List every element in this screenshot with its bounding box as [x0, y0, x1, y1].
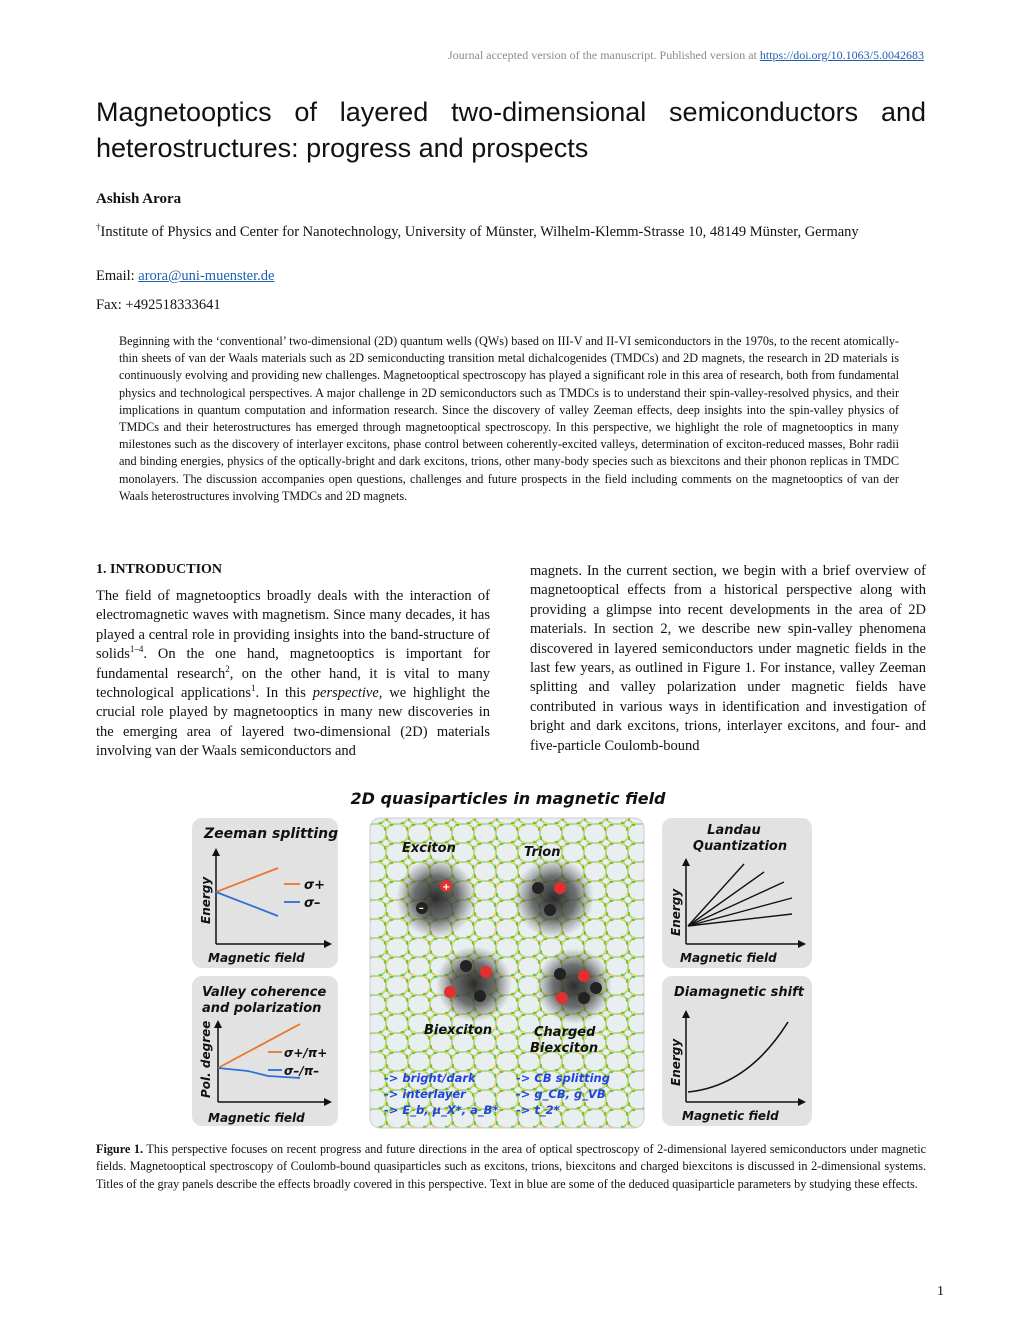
landau-title-2: Quantization: [692, 839, 788, 854]
param-left-1: -> bright/dark: [384, 1071, 476, 1085]
landau-xlabel: Magnetic field: [680, 951, 777, 965]
param-left-2: -> interlayer: [384, 1087, 466, 1101]
param-right-3: -> t_2*: [516, 1103, 560, 1117]
page-number: 1: [937, 1284, 944, 1299]
valley-title-1: Valley coherence: [202, 985, 327, 1000]
valley-legend-1: σ+/π+: [284, 1046, 328, 1060]
param-left-3: -> E_b, μ_X*, a_B*: [384, 1103, 499, 1117]
param-right-2: -> g_CB, g_VB: [516, 1087, 606, 1101]
valley-ylabel: Pol. degree: [199, 1020, 213, 1098]
author-name: Ashish Arora: [96, 191, 182, 207]
trion-cloud: [514, 858, 594, 938]
zeeman-panel: [192, 818, 338, 968]
valley-xlabel: Magnetic field: [208, 1111, 305, 1125]
label-charged: Charged: [534, 1025, 596, 1040]
affiliation: †Institute of Physics and Center for Nanotechnology, University of Münster, Wilhelm-Klemm-Strasse 10, 48149 Münster, Germany: [96, 222, 859, 240]
abstract: Beginning with the ‘conventional’ two-dimensional (2D) quantum wells (QWs) based on III-V and II-VI semiconductors in the 1970s, to the recent atomically-thin sheets of van der Waals materials such as 2D semiconducting transition metal dichalcogenides (TMDCs) and 2D magnets, the research in 2D materials is continuously evolving and providing new challenges. Magnetooptical spectroscopy has played a significant role in this area of research, both from fundamental physics and technological perspectives. A major challenge in 2D semiconductors such as TMDCs is to understand their spin-valley-resolved physics, and their implications in quantum computation and information research. Since the discovery of valley Zeeman effects, deep insights into the spin-valley physics of TMDCs and their heterostructures has emerged through magnetooptical spectroscopy. In this perspective, we highlight the role of magnetooptics in many milestones such as the discovery of interlayer excitons, phase control between coherently-excited valleys, determination of exciton-reduced masses, Bohr radii and binding energies, physics of the optically-bright and dark excitons, trions, other many-body species such as biexcitons and their phonon replicas in TMDC monolayers. The discussion accompanies open questions, challenges and future prospects in the field including comments on the magnetooptics of van der Waals heterostructures involving TMDCs and 2D magnets.: [119, 334, 899, 503]
diamagnetic-panel: [662, 976, 812, 1126]
label-exciton: Exciton: [402, 841, 456, 856]
email-line: Email: arora@uni-muenster.de: [96, 268, 275, 284]
diamag-xlabel: Magnetic field: [682, 1109, 779, 1123]
section-heading: 1. INTRODUCTION: [96, 562, 223, 577]
left-column: [96, 562, 490, 762]
biexciton-cloud: [436, 946, 512, 1022]
param-right-1: -> CB splitting: [516, 1071, 610, 1085]
exciton-cloud: [396, 858, 476, 938]
label-biexciton: Biexciton: [424, 1023, 493, 1038]
figure-title: 2D quasiparticles in magnetic field: [350, 789, 666, 808]
zeeman-legend-1: σ+: [304, 878, 326, 893]
diamag-title: Diamagnetic shift: [674, 985, 804, 1000]
diamag-ylabel: Energy: [669, 1038, 683, 1086]
zeeman-legend-2: σ–: [304, 896, 321, 911]
zeeman-title: Zeeman splitting: [204, 826, 339, 842]
svg-text:+: +: [442, 882, 451, 893]
valley-panel: [192, 976, 338, 1126]
landau-ylabel: Energy: [669, 888, 683, 936]
quasiparticle-panel: [370, 818, 644, 1128]
figure-caption: Figure 1. This perspective focuses on recent progress and future directions in the area of optical spectroscopy of 2-dimensional layered semiconductors under magnetic fields. Magnetooptical spectroscopy of Coulomb-bound quasiparticles such as excitons, trions, biexcitons and charged biexcitons is discussed in 2-dimensional systems. Titles of the gray panels describe the effects broadly covered in this perspective. Text in blue are some of the deduced quasiparticle parameters by studying these effects.: [96, 1142, 926, 1191]
paper-title: Magnetooptics of layered two-dimensional semiconductors and heterostructures: progress and prospects: [96, 97, 926, 163]
figure-1: [188, 786, 820, 1130]
intro-paragraph-1: The field of magnetooptics broadly deals with the interaction of electromagnetic waves with magnetism. Since many decades, it has played a central role in providing insights into the band-structure of solids$^{1-4}$. On the one hand, magnetooptics is important for fundamental research$^2$, on the other hand, it is vital to many technological applications$^1$. In this perspective, we highlight the crucial role played by magnetooptics in many new discoveries in the emerging area of layered two-dimensional (2D) materials involving van der Waals semiconductors and: [96, 588, 491, 760]
landau-title-1: Landau: [707, 823, 761, 838]
figure-graphic: [188, 786, 820, 1130]
valley-title-2: and polarization: [202, 1001, 322, 1016]
email-link[interactable]: arora@uni-muenster.de: [138, 268, 275, 284]
svg-text:–: –: [419, 903, 424, 914]
valley-legend-2: σ–/π–: [284, 1064, 320, 1078]
zeeman-xlabel: Magnetic field: [208, 951, 305, 965]
label-trion: Trion: [524, 845, 561, 860]
landau-panel: [662, 818, 812, 968]
doi-link[interactable]: https://doi.org/10.1063/5.0042683: [759, 48, 924, 62]
journal-header: Journal accepted version of the manuscript. Published version at https://doi.org/10.1063/5.0042683: [447, 48, 924, 62]
intro-paragraph-2: magnets. In the current section, we begin with a brief overview of magnetooptical effects from a historical perspective along with providing a glimpse into recent developments in the area of 2D materials. In section 2, we describe new spin-valley phenomena discovered in layered semiconductors under magnetic fields in the last few years, as outlined in Figure 1. For instance, valley Zeeman splitting and valley polarization under magnetic fields have contributed in various ways in identification and investigation of bright and dark excitons, trions, interlayer excitons, and four- and five-particle Coulomb-bound: [530, 563, 926, 754]
label-charged-biexciton: Biexciton: [530, 1041, 599, 1056]
right-column: [530, 562, 926, 756]
zeeman-ylabel: Energy: [199, 876, 213, 924]
fax-line: Fax: +492518333641: [96, 297, 221, 313]
